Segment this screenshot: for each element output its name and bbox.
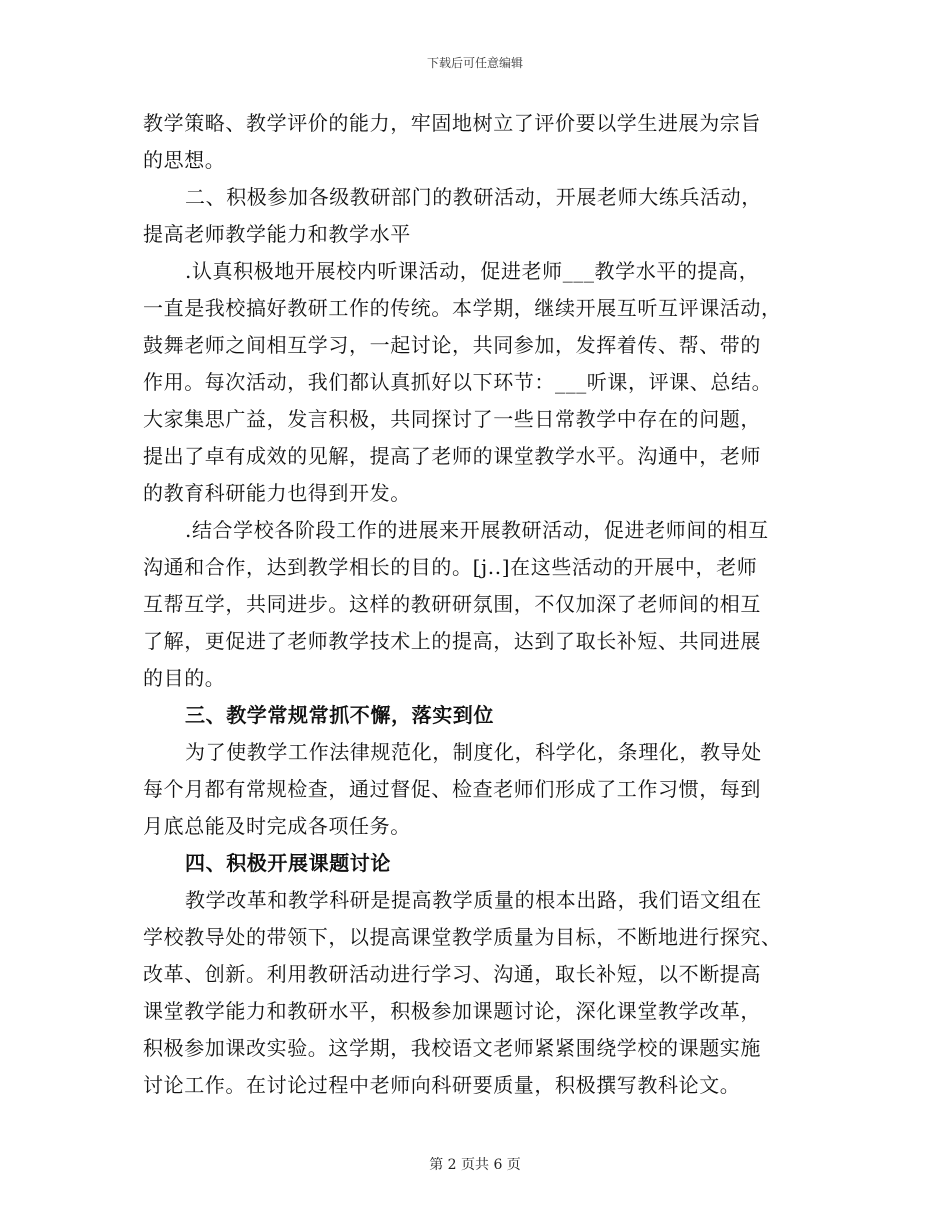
page-header-note: 下载后可任意编辑	[426, 56, 523, 70]
paragraph-line: 提高老师教学能力和教学水平	[143, 222, 411, 246]
paragraph-line: 每个月都有常规检查，通过督促、检查老师们形成了工作习惯，每到	[143, 777, 761, 801]
paragraph-line: 作用。每次活动，我们都认真抓好以下环节：___听课，评课、总结。	[143, 370, 773, 394]
paragraph-line: 二、积极参加各级教研部门的教研活动，开展老师大练兵活动，	[185, 185, 762, 209]
paragraph-line: 一直是我校搞好教研工作的传统。本学期，继续开展互听互评课活动，	[143, 296, 782, 320]
paragraph-line: 的目的。	[143, 666, 226, 690]
paragraph-line: 沟通和合作，达到教学相长的目的。[j..]在这些活动的开展中，老师	[143, 555, 758, 579]
paragraph-line: 的思想。	[143, 148, 226, 172]
paragraph-line: 鼓舞老师之间相互学习，一起讨论，共同参加，发挥着传、帮、带的	[143, 333, 761, 357]
paragraph-line: 互帮互学，共同进步。这样的教研研氛围，不仅加深了老师间的相互	[143, 592, 761, 616]
paragraph-line: 的教育科研能力也得到开发。	[143, 481, 411, 505]
paragraph-line: 大家集思广益，发言积极，共同探讨了一些日常教学中存在的问题，	[143, 407, 761, 431]
paragraph-line: 教学策略、教学评价的能力，牢固地树立了评价要以学生进展为宗旨	[143, 111, 761, 135]
paragraph-line: 改革、创新。利用教研活动进行学习、沟通，取长补短，以不断提高	[143, 962, 761, 986]
paragraph-line: 为了使教学工作法律规范化，制度化，科学化，条理化，教导处	[185, 740, 762, 764]
paragraph-line: 教学改革和教学科研是提高教学质量的根本出路，我们语文组在	[185, 888, 762, 912]
paragraph-line: 讨论工作。在讨论过程中老师向科研要质量，积极撰写教科论文。	[143, 1073, 741, 1097]
paragraph-line: .认真积极地开展校内听课活动，促进老师___教学水平的提高，	[185, 259, 760, 283]
paragraph-line: 月底总能及时完成各项任务。	[143, 814, 411, 838]
section-heading: 四、积极开展课题讨论	[185, 851, 391, 875]
paragraph-line: .结合学校各阶段工作的进展来开展教研活动，促进老师间的相互	[185, 518, 769, 542]
paragraph-line: 学校教导处的带领下，以提高课堂教学质量为目标，不断地进行探究、	[143, 925, 782, 949]
section-heading: 三、教学常规常抓不懈，落实到位	[185, 703, 494, 727]
paragraph-line: 提出了卓有成效的见解，提高了老师的课堂教学水平。沟通中，老师	[143, 444, 761, 468]
paragraph-line: 了解，更促进了老师教学技术上的提高，达到了取长补短、共同进展	[143, 629, 761, 653]
paragraph-line: 课堂教学能力和教研水平，积极参加课题讨论，深化课堂教学改革，	[143, 999, 761, 1023]
document-body	[143, 105, 813, 1104]
page-footer: 第 2 页共 6 页	[429, 1157, 521, 1173]
paragraph-line: 积极参加课改实验。这学期，我校语文老师紧紧围绕学校的课题实施	[143, 1036, 761, 1060]
